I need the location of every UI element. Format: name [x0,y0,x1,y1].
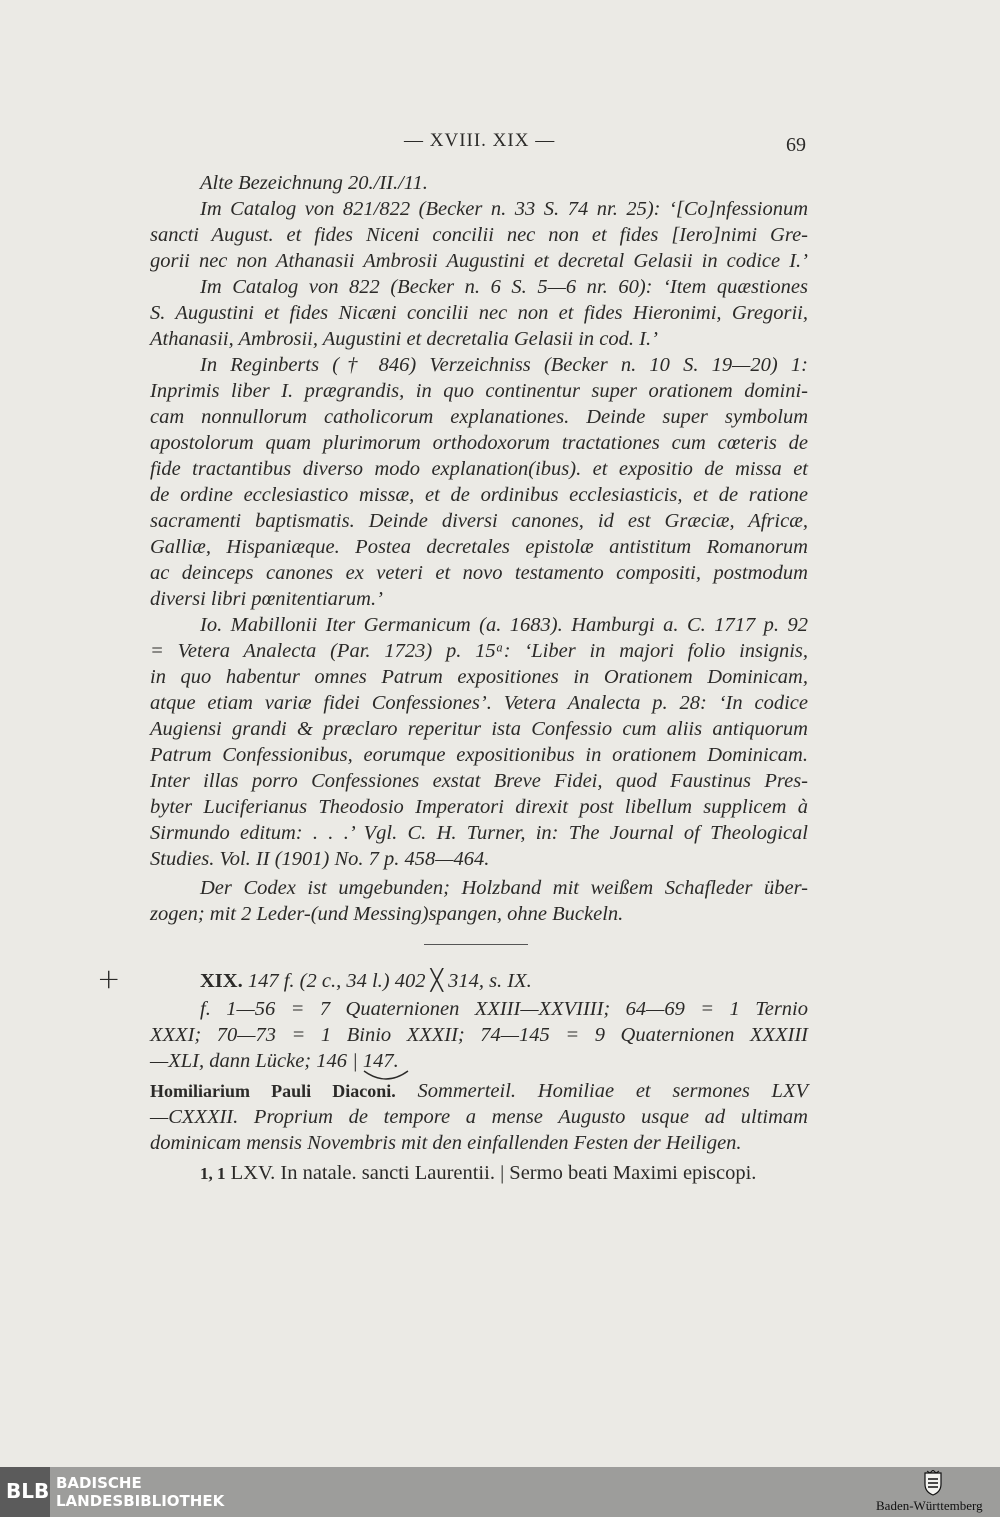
text-line: —CXXXII. Proprium de tempore a mense Augusto usque ad ultimam [150,1106,808,1128]
text-line: Sirmundo editum: . . .’ Vgl. C. H. Turner, in: The Journal of Theological [150,822,808,844]
text-line: dominicam mensis Novembris mit den einfallenden Festen der Heiligen. [150,1132,742,1154]
leaf-binding-mark [362,1069,412,1083]
text-line: Io. Mabillonii Iter Germanicum (a. 1683). Hamburgi a. C. 1717 p. 92 [200,614,808,636]
text-line: Alte Bezeichnung 20./II./11. [200,172,428,194]
text-line: sacramenti baptismatis. Deinde diversi canones, id est Græciæ, Africæ, [150,510,808,532]
entry-line [150,1160,808,1186]
entry-text: LXV. In natale. sancti Laurentii. | Sermo beati Maximi episcopi. [230,1162,757,1184]
text-line: cam nonnullorum catholicorum explanationes. Deinde super symbolum [150,406,808,428]
homiliarium-line [150,1078,808,1104]
text-line: ac deinceps canones ex veteri et novo testamento compositi, postmodum [150,562,808,584]
footer-bar [0,1467,1000,1517]
entry-number: 1, 1 [200,1164,226,1183]
section-heading [150,968,808,994]
plus-marker: + [97,962,121,995]
running-header [0,130,1000,154]
running-title: — XVIII. XIX — [404,130,556,151]
text-line: XXXI; 70—73 = 1 Binio XXXII; 74—145 = 9 Quaternionen XXXIII [150,1024,808,1046]
text-line: de ordine ecclesiastico missæ, et de ordinibus ecclesiasticis, et de ratione [150,484,808,506]
section-heading-text: 147 f. (2 c., 34 l.) 402 ╳ 314, s. IX. [247,970,532,992]
text-line: Inprimis liber I. prægrandis, in quo continentur super orationem domini- [150,380,808,402]
section-divider [424,944,528,945]
text-line: Im Catalog von 822 (Becker n. 6 S. 5—6 nr. 60): ‘Item quæstiones [200,276,808,298]
text-line: gorii nec non Athanasii Ambrosii Augustini et decretal Gelasii in codice I.’ [150,250,808,272]
text-line: zogen; mit 2 Leder-(und Messing)spangen, ohne Buckeln. [150,903,624,925]
text-line: Patrum Confessionibus, eorumque expositionibus in orationem Dominicam. [150,744,808,766]
text-line: apostolorum quam plurimorum orthodoxorum tractationes cum cœteris de [150,432,808,454]
text-line: = Vetera Analecta (Par. 1723) p. 15ᵃ: ‘Liber in majori folio insignis, [150,640,808,662]
text-line: fide tractantibus diverso modo explanation(ibus). et expositio de missa et [150,458,808,480]
blb-logo-icon [0,1467,50,1517]
baden-wuerttemberg-crest-icon [923,1470,943,1496]
baden-wuerttemberg-label: Baden-Württemberg [876,1498,983,1513]
text-line: Im Catalog von 821/822 (Becker n. 33 S. 74 nr. 25): ‘[Co]nfessionum [200,198,808,220]
text-line: in quo habentur omnes Patrum expositiones in Orationem Dominicam, [150,666,808,688]
section-number: XIX. [200,970,243,992]
text-line: byter Luciferianus Theodosio Imperatori direxit post libellum supplicem à [150,796,808,818]
text-line: Studies. Vol. II (1901) No. 7 p. 458—464. [150,848,490,870]
text-line: f. 1—56 = 7 Quaternionen XXIII—XXVIIII; 64—69 = 1 Ternio [200,998,808,1020]
text-line: Athanasii, Ambrosii, Augustini et decretalia Gelasii in cod. I.’ [150,328,658,350]
blb-abbr: BLB [6,1479,50,1503]
page-number: 69 [786,134,806,156]
text-line: S. Augustini et fides Nicæni concilii nec non et fides Hieronimi, Gregorii, [150,302,808,324]
homiliarium-title: Homiliarium Pauli Diaconi. [150,1081,396,1101]
text-line: Galliæ, Hispaniæque. Postea decretales epistolæ antistitum Romanorum [150,536,808,558]
text-line: Inter illas porro Confessiones exstat Breve Fidei, quod Faustinus Pres- [150,770,808,792]
text-line: sancti August. et fides Niceni concilii nec non et fides [Iero]nimi Gre- [150,224,808,246]
text-line: Der Codex ist umgebunden; Holzband mit weißem Schafleder über- [200,877,808,899]
text-line: In Reginberts († 846) Verzeichniss (Becker n. 10 S. 19—20) 1: [200,354,808,376]
text-line: Augiensi grandi & præclaro reperitur ista Confessio cum aliis antiquorum [150,718,808,740]
text-line: —XLI, dann Lücke; 146 | 147. [150,1050,399,1072]
text-line: diversi libri pœnitentiarum.’ [150,588,383,610]
library-name [56,1474,224,1510]
homiliarium-text: Sommerteil. Homiliae et sermones LXV [417,1080,809,1102]
library-name-line1: BADISCHE [56,1474,142,1492]
text-line: atque etiam variæ fidei Confessiones’. Vetera Analecta p. 28: ‘In codice [150,692,808,714]
library-name-line2: LANDESBIBLIOTHEK [56,1492,225,1510]
